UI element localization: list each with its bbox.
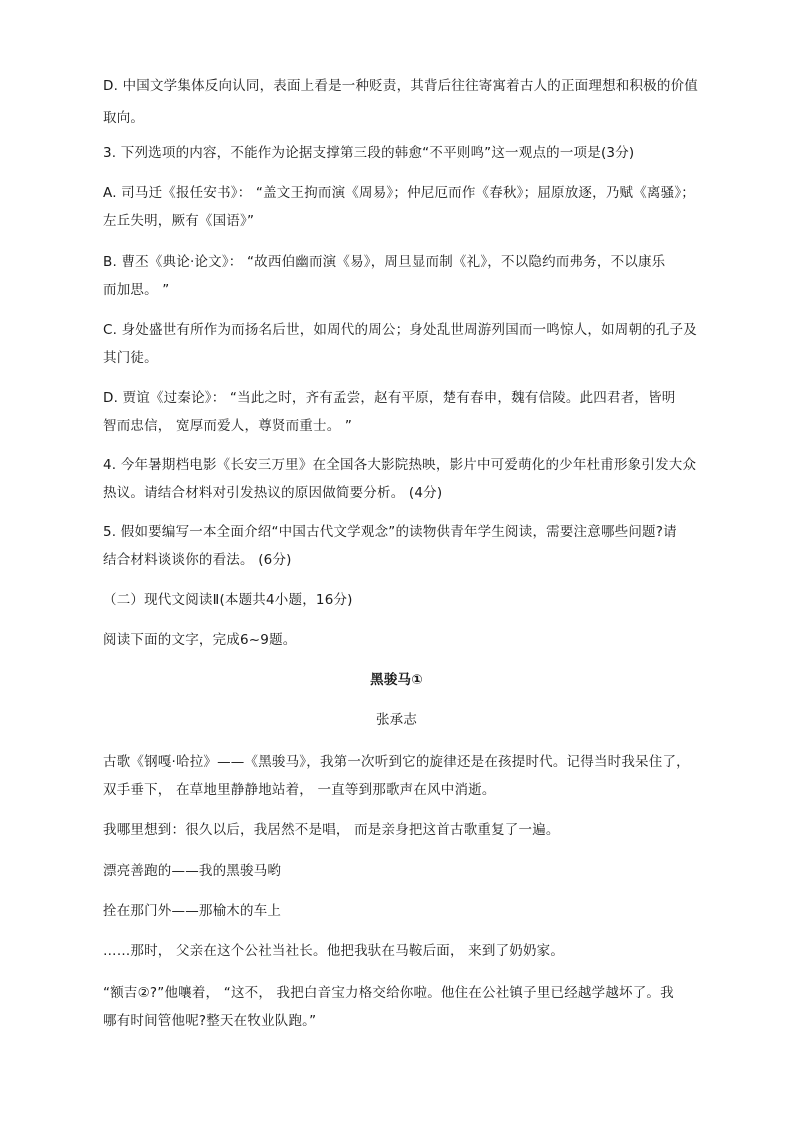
passage-title: 黑骏马① [370,672,423,688]
option-d-line-1: D. 中国文学集体反向认同，表面上看是一种贬责，其背后往往寄寓着古人的正面理想和积极的价值 [103,78,698,94]
q3-option-d-line-2: 智而忠信， 宽厚而爱人，尊贤而重士。 ” [103,418,353,434]
q3-option-a-line-2: 左丘失明，厥有《国语》” [103,213,255,229]
passage-author: 张承志 [375,712,418,728]
passage-para-4-line-1: “额吉②?”他嚷着， “这不， 我把白音宝力格交给你啦。他住在公社镇子里已经越学越坏了。我 [103,985,674,1001]
q3-option-b-line-1: B. 曹丕《典论·论文》： “故西伯幽而演《易》，周旦显而制《礼》，不以隐约而弗务，不以康乐 [103,254,666,270]
q3-option-c-line-1: C. 身处盛世有所作为而扬名后世，如周代的周公；身处乱世周游列国而一鸣惊人，如周朝的孔子及 [103,322,698,338]
passage-para-1-line-1: 古歌《钢嘎·哈拉》——《黑骏马》，我第一次听到它的旋律还是在孩提时代。记得当时我呆住了， [103,754,690,770]
song-line-1: 漂亮善跑的——我的黑骏马哟 [103,863,282,879]
reading-instruction: 阅读下面的文字，完成6~9题。 [103,632,297,648]
question-5-line-2: 结合材料谈谈你的看法。 (6分) [103,552,292,568]
passage-para-1-line-2: 双手垂下， 在草地里静静地站着， 一直等到那歌声在风中消逝。 [103,782,496,798]
q3-option-b-line-2: 而加思。 ” [103,282,170,298]
section-heading: （二）现代文阅读Ⅱ(本题共4小题，16分) [103,592,353,608]
song-line-2: 拴在那门外——那榆木的车上 [103,903,282,919]
q3-option-c-line-2: 其门徒。 [103,350,158,366]
passage-para-2: 我哪里想到：很久以后，我居然不是唱， 而是亲身把这首古歌重复了一遍。 [103,822,560,838]
question-3: 3. 下列选项的内容，不能作为论据支撑第三段的韩愈“不平则鸣”这一观点的一项是(3分) [103,145,635,161]
q3-option-a-line-1: A. 司马迁《报任安书》： “盖文王拘而演《周易》；仲尼厄而作《春秋》；屈原放逐，乃赋《离骚》； [103,185,695,201]
option-d-line-2: 取向。 [103,110,145,126]
passage-para-3: ……那时， 父亲在这个公社当社长。他把我驮在马鞍后面， 来到了奶奶家。 [103,943,565,959]
question-5-line-1: 5. 假如要编写一本全面介绍“中国古代文学观念”的读物供青年学生阅读，需要注意哪些问题?请 [103,524,677,540]
q3-option-d-line-1: D. 贾谊《过秦论》： “当此之时，齐有孟尝，赵有平原，楚有春申，魏有信陵。此四君者，皆明 [103,390,676,406]
question-4-line-2: 热议。请结合材料对引发热议的原因做简要分析。 (4分) [103,485,443,501]
question-4-line-1: 4. 今年暑期档电影《长安三万里》在全国各大影院热映，影片中可爱萌化的少年杜甫形象引发大众 [103,457,697,473]
passage-para-4-line-2: 哪有时间管他呢?整天在牧业队跑。” [103,1013,317,1029]
